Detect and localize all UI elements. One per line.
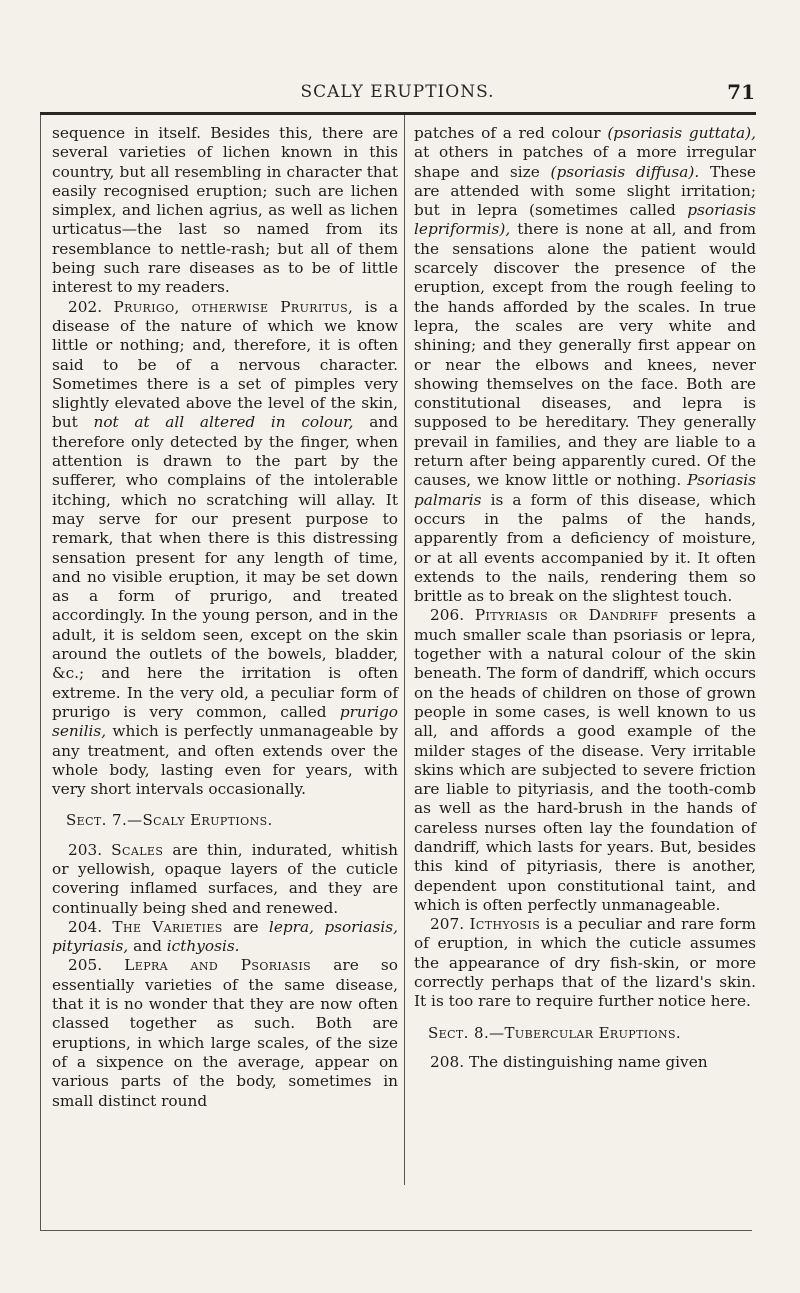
italic-text: (psoriasis diffusa). xyxy=(550,162,700,181)
italic-text: not at all altered in colour, xyxy=(93,413,354,432)
page-number: 71 xyxy=(727,80,755,104)
paragraph-number: 202. xyxy=(68,297,103,316)
left-column xyxy=(52,124,398,1111)
paragraph-text: there is none at all, and from the sensations alone the patient would scarcely discover the presence of the eruption, except from the rough feeling to the hands afforded by the scales. In true lepra, the scales are very white and shining; and they generally first appear on or near the elbows and knees, never showing themselves on the face. Both are constitutional diseases, and lepra is supposed to be hereditary. They generally prevail in families, and they are liable to a return after being apparently cured. Of the causes, we know little or nothing. xyxy=(414,220,756,490)
section-heading-7: Sect. 7.—Scaly Eruptions. xyxy=(66,811,273,830)
paragraph-heading: Pityriasis or Dandriff xyxy=(474,606,659,625)
paragraph-text: which is perfectly unmanageable by any treatment, and often extends over the whole body, lasting even for years, with very short intervals occasionally. xyxy=(52,722,398,799)
paragraph-number: 208. xyxy=(430,1052,465,1071)
paragraph-intro: sequence in itself. Besides this, there are several varieties of lichen known in this country, but all resembling in character that easily recognised eruption; such are lichen simplex, and lichen agrius, as well as lichen urticatus—the last so named from its resemblance to nettle-rash; but all of them being such rare diseases as to be of little interest to my readers. xyxy=(52,124,398,297)
paragraph-heading: Lepra and Psoriasis xyxy=(124,956,312,975)
right-column xyxy=(414,124,756,1072)
italic-text: icthyosis. xyxy=(166,937,240,956)
italic-text: psoriasis lepriformis), xyxy=(414,201,756,239)
footer-rule xyxy=(40,1230,752,1231)
paragraph-text: and therefore only detected by the finger, when attention is drawn to the part by the sufferer, who complains of the intolerable itching, which no scratching will allay. It may serve for our present purpose to remark, that when there is this distressing sensation present for any length of time, and no visible eruption, it may be set down as a form of prurigo, and treated accordingly. In the young person, and in the adult, it is seldom seen, except on the skin around the outlets of the bowels, bladder, &c.; and here the irritation is often extreme. In the very old, a peculiar form of prurigo is very common, called xyxy=(52,413,398,721)
paragraph-text: are thin, indurated, whitish or yellowish, opaque layers of the cuticle covering inflamed surfaces, and they are continually being shed and renewed. xyxy=(52,840,398,917)
header-rule xyxy=(40,112,756,115)
paragraph-text: are so essentially varieties of the same disease, that it is no wonder that they are now often classed together as such. Both are eruptions, in which large scales, of the size of a sixpence on the average, appear on various parts of the body, sometimes in small distinct round xyxy=(52,956,398,1110)
italic-text: lepra, psoriasis, pityriasis, xyxy=(52,917,398,956)
italic-text: (psoriasis guttata), xyxy=(607,124,756,142)
paragraph-text: is a peculiar and rare form of eruption, in which the cuticle assumes the appearance of dry fish-skin, or more correctly perhaps that of the lizard's skin. It is too rare to require further notice here. xyxy=(414,915,757,1011)
paragraph-205 xyxy=(52,956,398,1110)
running-head-title: SCALY ERUPTIONS. xyxy=(300,82,495,102)
paragraph-207 xyxy=(414,915,756,1011)
column-divider xyxy=(404,115,405,1185)
paragraph-number: 205. xyxy=(68,956,103,975)
paragraph-text: The distinguishing name given xyxy=(468,1052,708,1071)
paragraph-text: are xyxy=(233,917,259,936)
paragraph-204 xyxy=(52,918,398,957)
paragraph-heading: The Varieties xyxy=(112,917,223,936)
italic-text: prurigo senilis, xyxy=(52,702,398,741)
paragraph-text: is a disease of the nature of which we know little or nothing; and, therefore, it is often said to be of a nervous character. Sometimes there is a set of pimples very slightly elevated above the level of the skin, but xyxy=(52,297,398,432)
paragraph-206 xyxy=(414,606,756,915)
paragraph-heading: Scales xyxy=(111,840,164,859)
paragraph-number: 203. xyxy=(68,840,103,859)
paragraph-number: 207. xyxy=(430,915,465,934)
paragraph-number: 206. xyxy=(430,606,465,625)
left-margin-rule xyxy=(40,115,41,1230)
paragraph-text: and xyxy=(133,937,162,956)
paragraph-continued xyxy=(414,124,756,606)
paragraph-heading: Prurigo, otherwise Pruritus, xyxy=(113,297,354,316)
paragraph-heading: Icthyosis xyxy=(469,915,541,934)
paragraph-text: patches of a red colour xyxy=(414,124,601,142)
paragraph-text: presents a much smaller scale than psoriasis or lepra, together with a natural colour of the skin beneath. The form of dandriff, which occurs on the heads of children on those of grown people in some cases, is well known to us all, and affords a good example of the milder stages of the disease. Very irritable skins which are subjected to severe friction are liable to pityriasis, and the tooth-comb as well as the hard-brush in the hands of careless nurses often lay the foundation of dandriff, which lasts for years. But, besides this kind of pityriasis, there is another, dependent upon constitutional taint, and which is often perfectly unmanageable. xyxy=(414,606,756,914)
paragraph-text: at others in patches of a more irregular shape and size xyxy=(414,143,756,181)
paragraph-202 xyxy=(52,298,398,800)
paragraph-203 xyxy=(52,841,398,918)
paragraph-text: These are attended with some slight irritation; but in lepra (sometimes called xyxy=(414,162,756,220)
paragraph-text: is a form of this disease, which occurs in the palms of the hands, apparently from a deficiency of moisture, or at all events accompanied by it. It often extends to the nails, rendering them so brittle as to break on the slightest touch. xyxy=(414,490,756,606)
italic-text: Psoriasis palmaris xyxy=(414,471,756,509)
running-head xyxy=(40,80,755,114)
paragraph-208 xyxy=(414,1053,756,1072)
paragraph-number: 204. xyxy=(68,917,103,936)
section-heading-8: Sect. 8.—Tubercular Eruptions. xyxy=(428,1023,682,1042)
